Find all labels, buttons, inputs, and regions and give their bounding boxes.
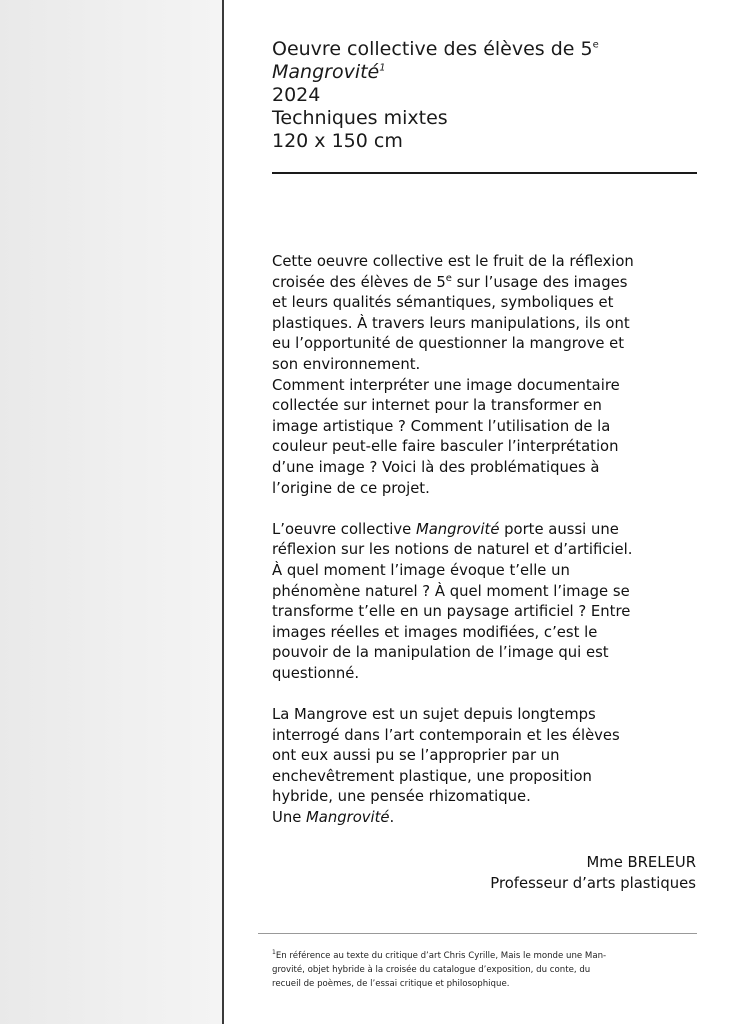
artwork-title-inline: Mangrovité	[415, 520, 500, 538]
text-line	[272, 520, 702, 541]
text-line: Cette oeuvre collective est le fruit de la réflexion	[272, 253, 634, 270]
text-line: d’une image ? Voici là des problématiques à	[272, 458, 600, 476]
footnote-divider	[258, 933, 697, 934]
text-span: sur l’usage des images	[451, 273, 628, 291]
footnote-line: grovité, objet hybride à la croisée du catalogue d’exposition, du conte, du	[272, 965, 591, 975]
signature-name: Mme BRELEUR	[586, 854, 696, 871]
text-line: Comment interpréter une image documentaire	[272, 376, 620, 394]
caption-line-authors	[272, 38, 702, 61]
artwork-title-inline: Mangrovité	[306, 809, 390, 827]
text-line: transforme t’elle en un paysage artificiel ? Entre	[272, 603, 631, 621]
text-span: .	[389, 809, 395, 827]
text-line	[272, 808, 702, 829]
text-span: En référence au texte du critique d’art Chris Cyrille, Mais le monde une Man-	[275, 951, 607, 961]
ordinal-superscript: e	[592, 39, 599, 51]
artwork-title	[272, 61, 702, 84]
body-text	[272, 252, 702, 849]
paragraph-2	[272, 520, 702, 685]
left-margin-background	[0, 0, 222, 1024]
artwork-dimensions: 120 x 150 cm	[272, 130, 403, 152]
text-line: images réelles et images modifiées, c’est le	[272, 623, 598, 641]
paragraph-1	[272, 252, 702, 499]
text-line: réflexion sur les notions de naturel et d’artificiel.	[272, 541, 633, 559]
text-line: et leurs qualités sémantiques, symboliques et	[272, 294, 614, 312]
footnote	[272, 949, 702, 991]
text-line: questionné.	[272, 664, 360, 682]
artwork-technique: Techniques mixtes	[272, 107, 448, 129]
document-page[interactable]	[222, 0, 745, 1024]
caption-authors-text: Oeuvre collective des élèves de 5	[272, 38, 593, 60]
text-line: pouvoir de la manipulation de l’image qui est	[272, 644, 609, 662]
text-line: eu l’opportunité de questionner la mangrove et	[272, 335, 625, 353]
ordinal-superscript: e	[445, 272, 452, 284]
text-line: image artistique ? Comment l’utilisation de la	[272, 417, 611, 435]
signature-role: Professeur d’arts plastiques	[490, 875, 696, 892]
text-line: collectée sur internet pour la transformer en	[272, 397, 602, 415]
text-line: La Mangrove est un sujet depuis longtemps	[272, 706, 596, 724]
signature-block	[490, 852, 696, 894]
text-line: plastiques. À travers leurs manipulations, ils ont	[272, 314, 630, 332]
text-span: L’oeuvre collective	[272, 520, 416, 538]
caption-divider	[272, 172, 697, 174]
footnote-marker: 1	[379, 62, 386, 74]
text-line: phénomène naturel ? À quel moment l’image se	[272, 582, 630, 600]
text-line: À quel moment l’image évoque t’elle un	[272, 561, 570, 579]
artwork-year: 2024	[272, 84, 321, 106]
footnote-line	[272, 949, 702, 963]
artwork-title-text: Mangrovité	[272, 61, 380, 83]
text-line: enchevêtrement plastique, une proposition	[272, 767, 592, 785]
footnote-line: recueil de poèmes, de l’essai critique et philosophique.	[272, 979, 510, 989]
text-line: l’origine de ce projet.	[272, 479, 430, 497]
paragraph-3	[272, 705, 702, 829]
text-line: ont eux aussi pu se l’approprier par un	[272, 747, 560, 765]
text-line	[272, 273, 702, 294]
text-span: croisée des élèves de 5	[272, 273, 446, 291]
text-line: interrogé dans l’art contemporain et les élèves	[272, 726, 620, 744]
text-line: couleur peut-elle faire basculer l’interprétation	[272, 438, 619, 456]
text-line: hybride, une pensée rhizomatique.	[272, 788, 531, 806]
artwork-caption	[272, 38, 702, 153]
text-span: porte aussi une	[499, 520, 619, 538]
footnote-marker: 1	[272, 949, 276, 957]
text-line: son environnement.	[272, 355, 421, 373]
text-span: Une	[272, 809, 307, 827]
